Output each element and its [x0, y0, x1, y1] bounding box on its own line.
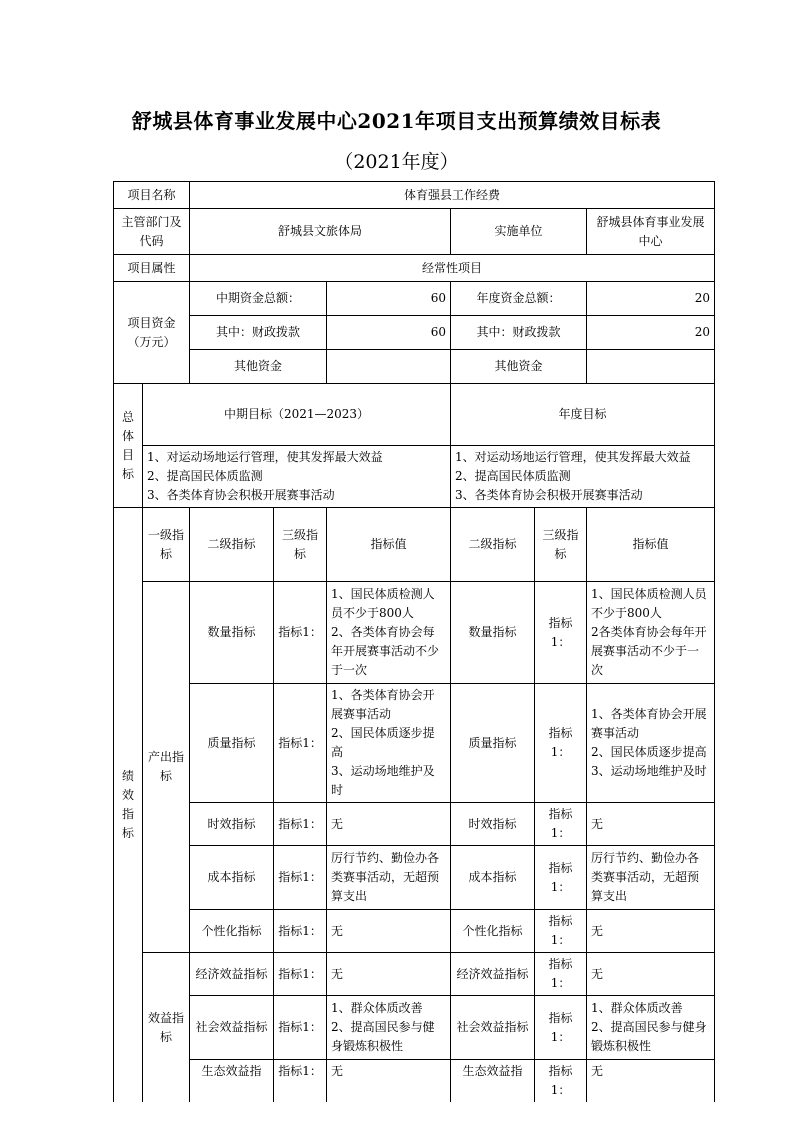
mid-other-label: 其他资金	[190, 350, 327, 384]
goals-year-list	[451, 446, 715, 508]
indicator-l2: 社会效益指标	[190, 996, 274, 1060]
indicator-l3-year: 指标1：	[535, 684, 587, 803]
benefit-label: 效益指标	[143, 953, 190, 1103]
mid-fiscal-value: 60	[327, 316, 451, 350]
indicator-value-year: 厉行节约、勤俭办各类赛事活动，无超预算支出	[587, 846, 715, 910]
goals-mid-item: 3、各类体育协会积极开展赛事活动	[147, 488, 335, 502]
perf-header-level2: 二级指标	[190, 508, 274, 582]
indicator-l3: 指标1：	[274, 582, 327, 684]
indicator-l2: 经济效益指标	[190, 953, 274, 996]
indicator-value: 无	[327, 803, 451, 846]
perf-header-level2-year: 二级指标	[451, 508, 535, 582]
perf-label: 绩效指标	[114, 508, 143, 1103]
indicator-value: 1、国民体质检测人员不少于800人 2、各类体育协会每年开展赛事活动不少于一次	[327, 582, 451, 684]
indicator-l3-year: 指标1：	[535, 1060, 587, 1103]
indicator-l3: 指标1：	[274, 1060, 327, 1103]
attr-label: 项目属性	[114, 255, 190, 282]
indicator-l3-year: 指标1：	[535, 996, 587, 1060]
indicator-value-year: 1、群众体质改善 2、提高国民参与健身锻炼积极性	[587, 996, 715, 1060]
year-fiscal-label: 其中：财政拨款	[451, 316, 587, 350]
funds-label: 项目资金（万元）	[114, 282, 190, 384]
indicator-l2: 数量指标	[190, 582, 274, 684]
goals-year-item: 1、对运动场地运行管理，使其发挥最大效益	[455, 450, 691, 464]
indicator-l2-year: 生态效益指	[451, 1060, 535, 1103]
perf-header-level1: 一级指标	[143, 508, 190, 582]
perf-header-level3: 三级指标	[274, 508, 327, 582]
year-total-value: 20	[587, 282, 715, 316]
indicator-l2-year: 经济效益指标	[451, 953, 535, 996]
indicator-l2-year: 质量指标	[451, 684, 535, 803]
indicator-l3-year: 指标1：	[535, 910, 587, 953]
indicator-l2-year: 时效指标	[451, 803, 535, 846]
year-fiscal-value: 20	[587, 316, 715, 350]
indicator-l2-year: 个性化指标	[451, 910, 535, 953]
indicator-l3-year: 指标1：	[535, 846, 587, 910]
impl-label: 实施单位	[451, 209, 587, 255]
indicator-l2: 生态效益指	[190, 1060, 274, 1103]
goals-year-header: 年度目标	[451, 384, 715, 446]
goals-mid-header: 中期目标（2021—2023）	[143, 384, 451, 446]
perf-header-value-year: 指标值	[587, 508, 715, 582]
year-other-value	[587, 350, 715, 384]
indicator-value: 1、各类体育协会开展赛事活动 2、国民体质逐步提高 3、运动场地维护及时	[327, 684, 451, 803]
page-title: 舒城县体育事业发展中心2021年项目支出预算绩效目标表	[131, 109, 662, 133]
indicator-value-year: 无	[587, 803, 715, 846]
project-name-label: 项目名称	[114, 182, 190, 209]
indicator-value-year: 无	[587, 953, 715, 996]
indicator-l3-year: 指标1：	[535, 803, 587, 846]
dept-label: 主管部门及代码	[114, 209, 190, 255]
indicator-value-year: 无	[587, 910, 715, 953]
indicator-value: 无	[327, 910, 451, 953]
mid-fiscal-label: 其中：财政拨款	[190, 316, 327, 350]
indicator-value-year: 无	[587, 1060, 715, 1103]
indicator-l3: 指标1：	[274, 803, 327, 846]
impl-value: 舒城县体育事业发展中心	[587, 209, 715, 255]
indicator-l3: 指标1：	[274, 846, 327, 910]
indicator-value: 厉行节约、勤俭办各类赛事活动，无超预算支出	[327, 846, 451, 910]
goals-mid-list	[143, 446, 451, 508]
output-label: 产出指标	[143, 582, 190, 953]
year-other-label: 其他资金	[451, 350, 587, 384]
indicator-l2-year: 成本指标	[451, 846, 535, 910]
goals-mid-item: 2、提高国民体质监测	[147, 469, 263, 483]
indicator-l3-year: 指标1：	[535, 953, 587, 996]
mid-total-label: 中期资金总额：	[190, 282, 327, 316]
goals-mid-item: 1、对运动场地运行管理，使其发挥最大效益	[147, 450, 383, 464]
indicator-value: 1、群众体质改善 2、提高国民参与健身锻炼积极性	[327, 996, 451, 1060]
indicator-value-year: 1、各类体育协会开展赛事活动 2、国民体质逐步提高 3、运动场地维护及时	[587, 684, 715, 803]
indicator-value-year: 1、国民体质检测人员不少于800人 2各类体育协会每年开展赛事活动不少于一次	[587, 582, 715, 684]
indicator-value: 无	[327, 953, 451, 996]
page-subtitle: （2021年度）	[334, 151, 459, 173]
mid-total-value: 60	[327, 282, 451, 316]
indicator-l3: 指标1：	[274, 996, 327, 1060]
indicator-l2: 个性化指标	[190, 910, 274, 953]
indicator-l2: 时效指标	[190, 803, 274, 846]
goals-year-item: 2、提高国民体质监测	[455, 469, 571, 483]
goals-label: 总体目标	[114, 384, 143, 508]
indicator-l2: 质量指标	[190, 684, 274, 803]
indicator-l2-year: 社会效益指标	[451, 996, 535, 1060]
project-name-value: 体育强县工作经费	[190, 182, 715, 209]
indicator-l3-year: 指标1：	[535, 582, 587, 684]
indicator-value: 无	[327, 1060, 451, 1103]
mid-other-value	[327, 350, 451, 384]
indicator-l3: 指标1：	[274, 910, 327, 953]
indicator-l2: 成本指标	[190, 846, 274, 910]
attr-value: 经常性项目	[190, 255, 715, 282]
perf-header-value: 指标值	[327, 508, 451, 582]
dept-value: 舒城县文旅体局	[190, 209, 451, 255]
indicator-l3: 指标1：	[274, 953, 327, 996]
perf-header-level3-year: 三级指标	[535, 508, 587, 582]
indicator-l3: 指标1：	[274, 684, 327, 803]
budget-performance-table	[113, 181, 715, 1102]
year-total-label: 年度资金总额：	[451, 282, 587, 316]
goals-year-item: 3、各类体育协会积极开展赛事活动	[455, 488, 643, 502]
indicator-l2-year: 数量指标	[451, 582, 535, 684]
